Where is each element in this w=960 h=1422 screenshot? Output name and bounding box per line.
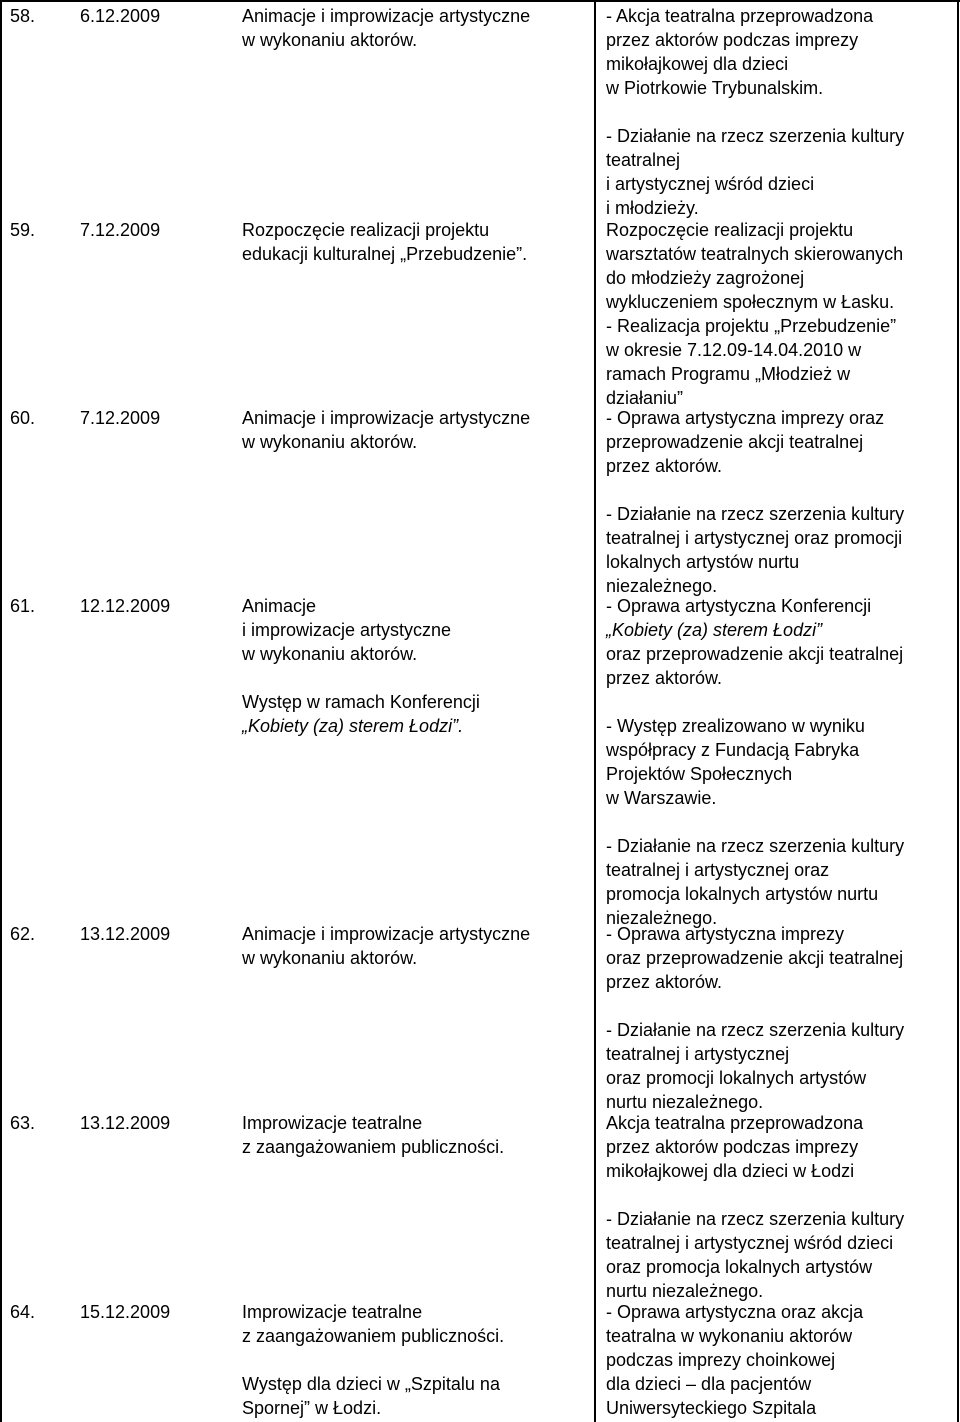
desc-line: - Działanie na rzecz szerzenia kultury xyxy=(606,1020,905,1040)
desc-line: mikołajkowej dla dzieci xyxy=(606,54,789,74)
desc-line: i artystycznej wśród dzieci xyxy=(606,174,815,194)
desc-line: - Działanie na rzecz szerzenia kultury xyxy=(606,836,905,856)
row-number: 60. xyxy=(10,408,36,428)
desc-line: - Oprawa artystyczna Konferencji xyxy=(606,596,872,616)
desc-line: wykluczeniem społecznym w Łasku. xyxy=(606,292,895,312)
row-number: 62. xyxy=(10,924,36,944)
row-description xyxy=(606,1111,954,1303)
desc-line: przez aktorów podczas imprezy xyxy=(606,1137,859,1157)
row-description xyxy=(606,594,954,930)
title-line: edukacji kulturalnej „Przebudzenie”. xyxy=(242,244,528,264)
table-border-left xyxy=(0,0,2,1422)
row-description xyxy=(606,406,954,598)
desc-line: działaniu” xyxy=(606,388,684,408)
title-line: w wykonaniu aktorów. xyxy=(242,948,418,968)
title-line: Występ dla dzieci w „Szpitalu na xyxy=(242,1374,500,1394)
desc-spacer xyxy=(606,1183,954,1207)
desc-line: przez aktorów podczas imprezy xyxy=(606,30,859,50)
row-title xyxy=(242,1300,592,1420)
row-title xyxy=(242,922,592,970)
desc-line: przez aktorów. xyxy=(606,972,723,992)
desc-line: Projektów Społecznych xyxy=(606,764,793,784)
desc-line: teatralna w wykonaniu aktorów xyxy=(606,1326,853,1346)
desc-line: nurtu niezależnego. xyxy=(606,1281,764,1301)
row-description xyxy=(606,922,954,1114)
table-border-top xyxy=(0,0,960,2)
title-line: Animacje i improwizacje artystyczne xyxy=(242,408,531,428)
desc-line: w okresie 7.12.09-14.04.2010 w xyxy=(606,340,862,360)
title-line: Animacje xyxy=(242,596,317,616)
row-date: 15.12.2009 xyxy=(80,1302,171,1322)
row-title xyxy=(242,1111,592,1159)
desc-spacer xyxy=(606,478,954,502)
row-number: 64. xyxy=(10,1302,36,1322)
desc-line: - Oprawa artystyczna imprezy oraz xyxy=(606,408,885,428)
desc-line: ramach Programu „Młodzież w xyxy=(606,364,851,384)
desc-line: w Warszawie. xyxy=(606,788,717,808)
desc-line: promocja lokalnych artystów nurtu xyxy=(606,884,879,904)
title-line: Rozpoczęcie realizacji projektu xyxy=(242,220,490,240)
row-date: 13.12.2009 xyxy=(80,924,171,944)
desc-line: teatralnej xyxy=(606,150,681,170)
row-title xyxy=(242,4,592,52)
desc-line: warsztatów teatralnych skierowanych xyxy=(606,244,904,264)
desc-line: i młodzieży. xyxy=(606,198,699,218)
desc-line: Uniwersyteckiego Szpitala xyxy=(606,1398,817,1418)
row-title xyxy=(242,594,592,738)
desc-line: - Oprawa artystyczna oraz akcja xyxy=(606,1302,864,1322)
desc-line: lokalnych artystów nurtu xyxy=(606,552,800,572)
desc-spacer xyxy=(606,100,954,124)
desc-line: do młodzieży zagrożonej xyxy=(606,268,805,288)
title-line: Spornej” w Łodzi. xyxy=(242,1398,382,1418)
desc-spacer xyxy=(606,810,954,834)
row-title xyxy=(242,218,592,266)
desc-line: - Akcja teatralna przeprowadzona xyxy=(606,6,874,26)
title-line: Występ w ramach Konferencji xyxy=(242,692,480,712)
row-number: 63. xyxy=(10,1113,36,1133)
desc-line: podczas imprezy choinkowej xyxy=(606,1350,836,1370)
desc-line: przeprowadzenie akcji teatralnej xyxy=(606,432,864,452)
desc-spacer xyxy=(606,994,954,1018)
desc-line: przez aktorów. xyxy=(606,668,723,688)
desc-line: oraz przeprowadzenie akcji teatralnej xyxy=(606,948,904,968)
title-spacer xyxy=(242,666,592,690)
desc-line: oraz promocja lokalnych artystów xyxy=(606,1257,873,1277)
row-date: 6.12.2009 xyxy=(80,6,161,26)
title-line: Improwizacje teatralne xyxy=(242,1113,423,1133)
desc-line: niezależnego. xyxy=(606,576,718,596)
desc-line: - Działanie na rzecz szerzenia kultury xyxy=(606,1209,905,1229)
title-line: w wykonaniu aktorów. xyxy=(242,30,418,50)
row-date: 7.12.2009 xyxy=(80,408,161,428)
desc-line: teatralnej i artystycznej wśród dzieci xyxy=(606,1233,894,1253)
desc-line: teatralnej i artystycznej oraz promocji xyxy=(606,528,903,548)
row-number: 61. xyxy=(10,596,36,616)
row-description xyxy=(606,218,954,410)
desc-line: oraz przeprowadzenie akcji teatralnej xyxy=(606,644,904,664)
row-description xyxy=(606,1300,954,1420)
desc-line: - Występ zrealizowano w wyniku xyxy=(606,716,865,736)
desc-line: przez aktorów. xyxy=(606,456,723,476)
title-line: i improwizacje artystyczne xyxy=(242,620,452,640)
desc-line: mikołajkowej dla dzieci w Łodzi xyxy=(606,1161,855,1181)
row-description xyxy=(606,4,954,220)
title-line: z zaangażowaniem publiczności. xyxy=(242,1326,505,1346)
title-line: „Kobiety (za) sterem Łodzi”. xyxy=(242,716,464,736)
title-line: Improwizacje teatralne xyxy=(242,1302,423,1322)
desc-line: - Działanie na rzecz szerzenia kultury xyxy=(606,504,905,524)
title-line: w wykonaniu aktorów. xyxy=(242,432,418,452)
title-line: w wykonaniu aktorów. xyxy=(242,644,418,664)
title-line: Animacje i improwizacje artystyczne xyxy=(242,6,531,26)
row-number: 58. xyxy=(10,6,36,26)
desc-line: współpracy z Fundacją Fabryka xyxy=(606,740,860,760)
row-date: 12.12.2009 xyxy=(80,596,171,616)
desc-line: - Oprawa artystyczna imprezy xyxy=(606,924,845,944)
row-date: 13.12.2009 xyxy=(80,1113,171,1133)
row-number: 59. xyxy=(10,220,36,240)
desc-line: teatralnej i artystycznej xyxy=(606,1044,790,1064)
desc-line: teatralnej i artystycznej oraz xyxy=(606,860,830,880)
title-line: z zaangażowaniem publiczności. xyxy=(242,1137,505,1157)
title-spacer xyxy=(242,1348,592,1372)
row-date: 7.12.2009 xyxy=(80,220,161,240)
desc-spacer xyxy=(606,690,954,714)
desc-line: - Działanie na rzecz szerzenia kultury xyxy=(606,126,905,146)
table-border-right xyxy=(957,0,959,1422)
desc-line: w Piotrkowie Trybunalskim. xyxy=(606,78,824,98)
desc-line: - Realizacja projektu „Przebudzenie” xyxy=(606,316,897,336)
desc-line: nurtu niezależnego. xyxy=(606,1092,764,1112)
title-line: Animacje i improwizacje artystyczne xyxy=(242,924,531,944)
desc-line: niezależnego. xyxy=(606,908,718,928)
row-title xyxy=(242,406,592,454)
desc-line: Akcja teatralna przeprowadzona xyxy=(606,1113,864,1133)
column-divider xyxy=(594,0,596,1422)
desc-line: dla dzieci – dla pacjentów xyxy=(606,1374,812,1394)
desc-line: oraz promocji lokalnych artystów xyxy=(606,1068,867,1088)
desc-line: „Kobiety (za) sterem Łodzi” xyxy=(606,620,823,640)
desc-line: Rozpoczęcie realizacji projektu xyxy=(606,220,854,240)
